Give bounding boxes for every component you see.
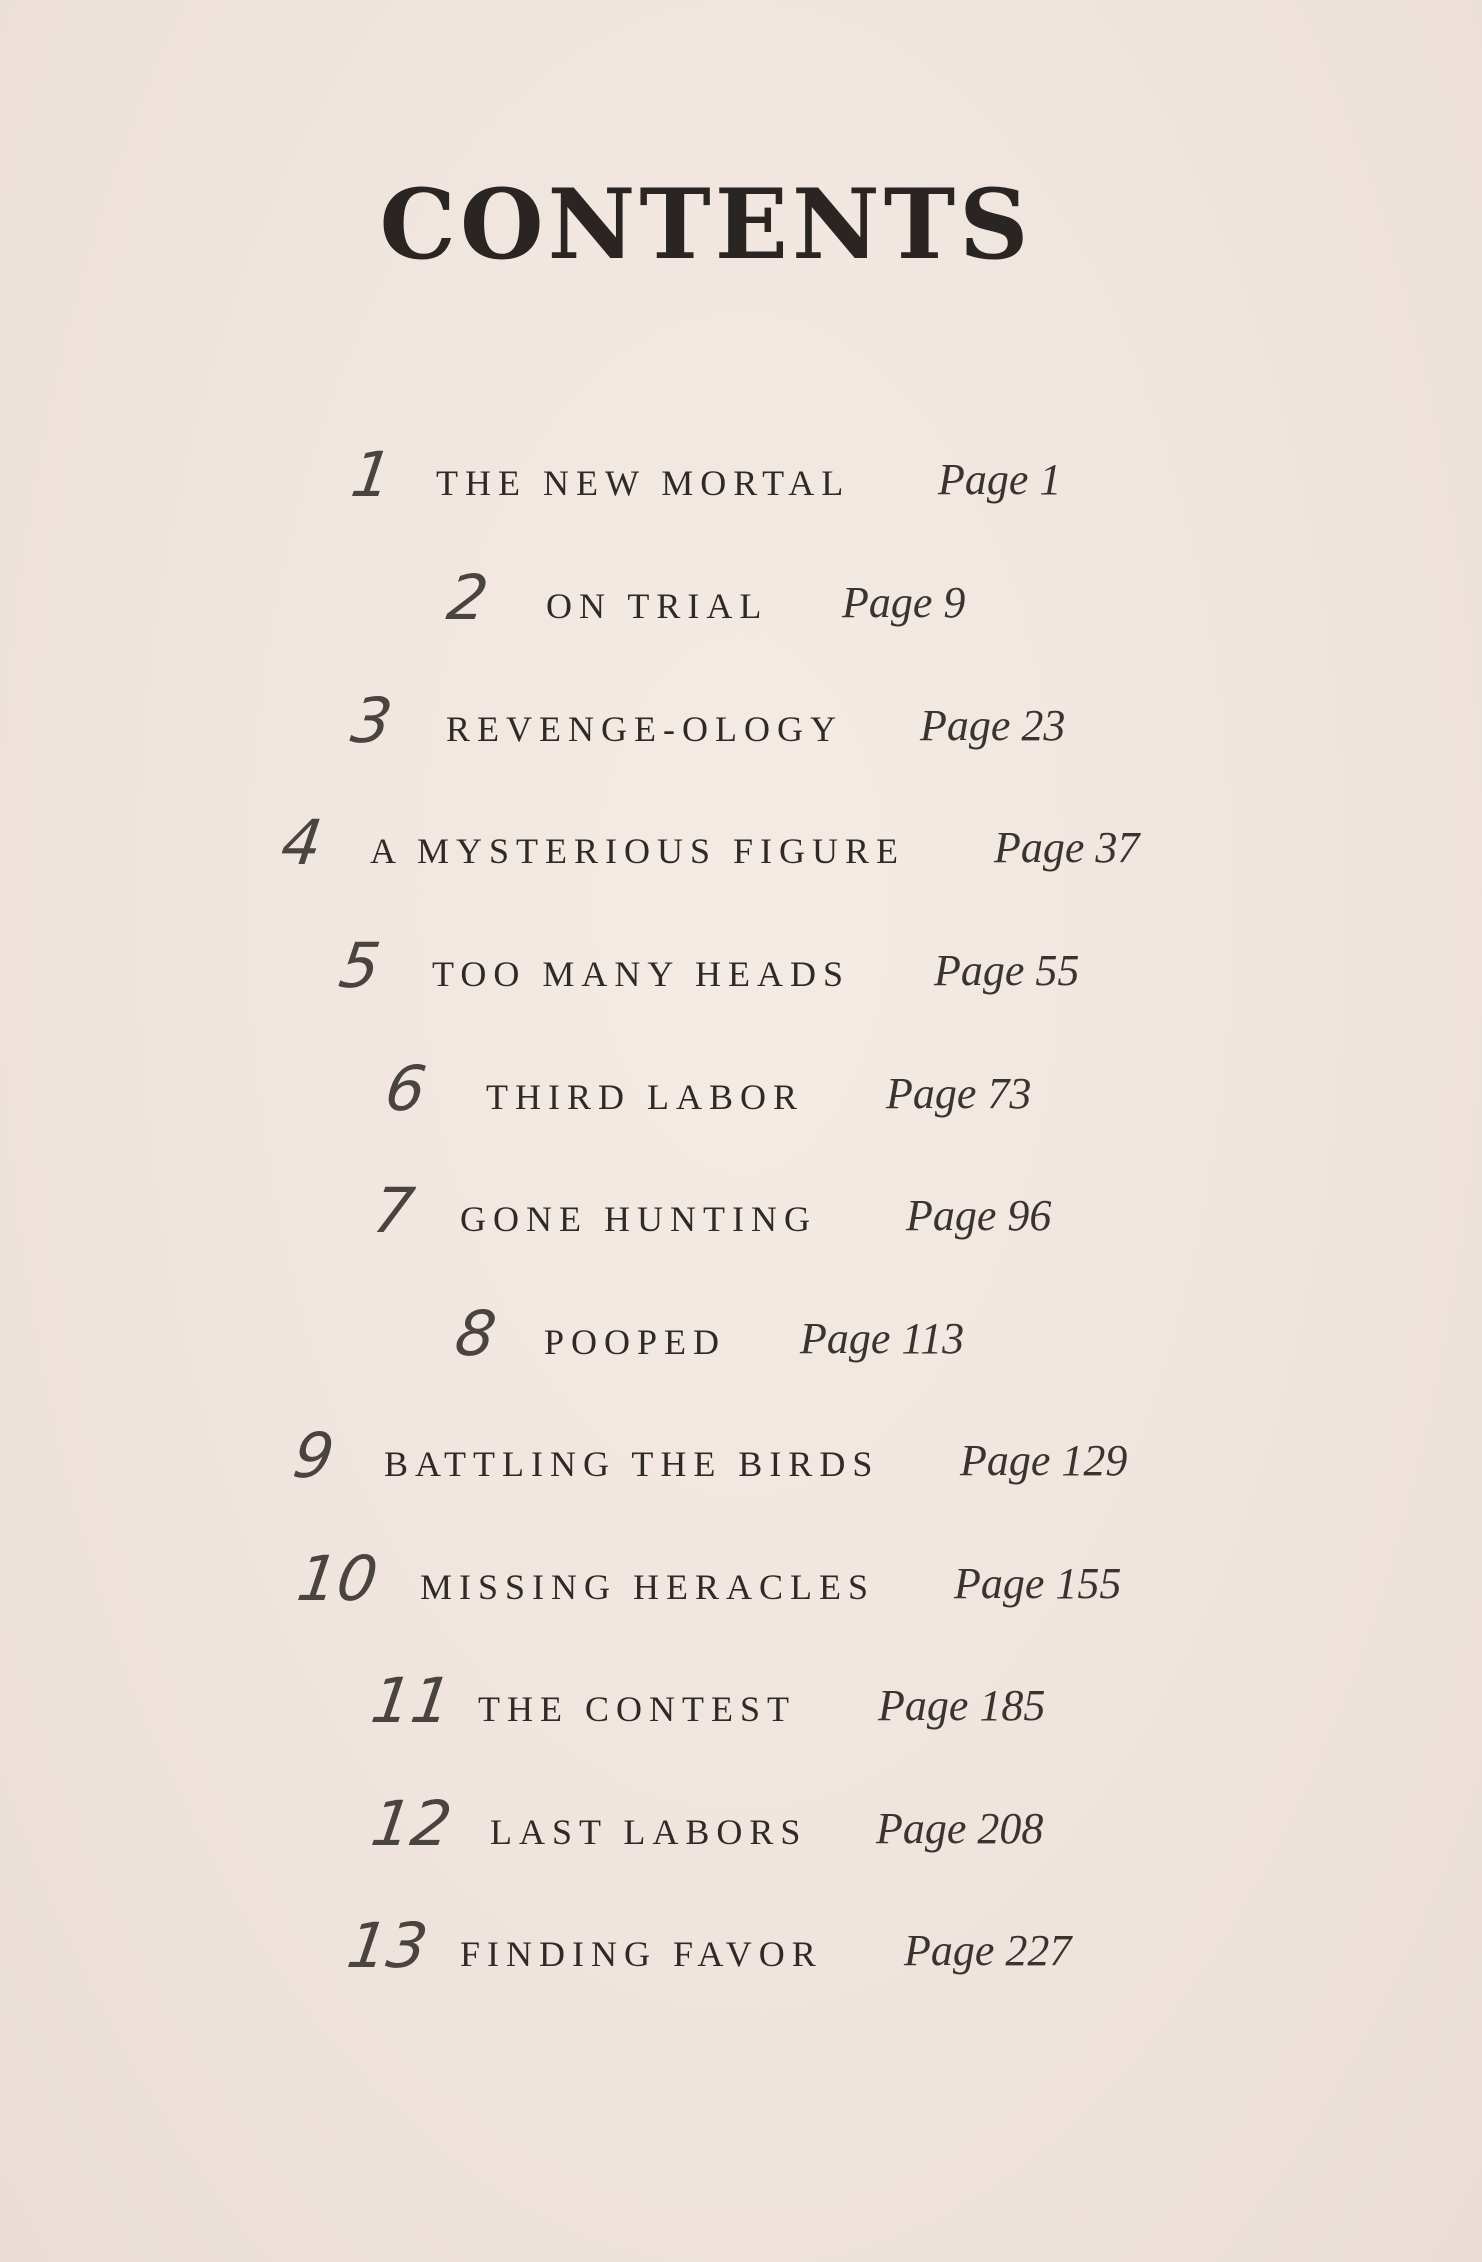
chapter-title: THIRD LABOR (486, 1077, 804, 1117)
toc-entry (0, 1911, 1482, 2001)
chapter-number: 10 (292, 1542, 383, 1615)
chapter-page: Page 73 (886, 1069, 1032, 1118)
chapter-page: Page 1 (938, 455, 1062, 504)
chapter-title: MISSING HERACLES (420, 1567, 876, 1607)
chapter-title: REVENGE-OLOGY (446, 709, 843, 749)
chapter-page: Page 55 (934, 946, 1080, 995)
toc-entry (0, 440, 1482, 530)
chapter-page: Page 9 (842, 578, 966, 627)
chapter-title: POOPED (544, 1322, 727, 1362)
chapter-number: 1 (346, 438, 397, 511)
chapter-number: 11 (366, 1664, 457, 1737)
toc-entry (0, 1544, 1482, 1634)
chapter-page: Page 227 (904, 1926, 1072, 1975)
toc-entry (0, 1299, 1482, 1389)
chapter-number: 12 (366, 1787, 457, 1860)
toc-entry (0, 931, 1482, 1021)
chapter-number: 13 (342, 1909, 433, 1982)
chapter-page: Page 23 (920, 701, 1066, 750)
toc-entry (0, 1054, 1482, 1144)
toc-entry (0, 686, 1482, 776)
chapter-title: THE NEW MORTAL (436, 463, 851, 503)
chapter-page: Page 113 (800, 1314, 965, 1363)
chapter-number: 4 (276, 806, 327, 879)
chapter-number: 7 (368, 1174, 419, 1247)
toc-entry (0, 563, 1482, 653)
chapter-number: 8 (450, 1297, 501, 1370)
chapter-title: THE CONTEST (478, 1689, 796, 1729)
toc-entry (0, 1421, 1482, 1511)
chapter-number: 6 (380, 1052, 431, 1125)
chapter-page: Page 96 (906, 1191, 1052, 1240)
chapter-title: ON TRIAL (546, 586, 769, 626)
chapter-title: LAST LABORS (490, 1812, 808, 1852)
chapter-number: 5 (334, 929, 385, 1002)
chapter-page: Page 185 (878, 1681, 1046, 1730)
toc-entry (0, 808, 1482, 898)
chapter-number: 2 (442, 561, 493, 634)
toc-entry (0, 1666, 1482, 1756)
toc-entry (0, 1176, 1482, 1266)
chapter-page: Page 129 (960, 1436, 1128, 1485)
chapter-number: 3 (346, 684, 397, 757)
chapter-title: TOO MANY HEADS (432, 954, 851, 994)
chapter-page: Page 155 (954, 1559, 1122, 1608)
chapter-number: 9 (288, 1419, 339, 1492)
chapter-page: Page 37 (994, 823, 1140, 872)
chapter-page: Page 208 (876, 1804, 1044, 1853)
chapter-title: FINDING FAVOR (460, 1934, 823, 1974)
toc-entry (0, 1789, 1482, 1879)
chapter-title: GONE HUNTING (460, 1199, 817, 1239)
page-title: CONTENTS (379, 168, 1033, 281)
chapter-title: BATTLING THE BIRDS (384, 1444, 880, 1484)
chapter-title: A MYSTERIOUS FIGURE (370, 831, 906, 871)
